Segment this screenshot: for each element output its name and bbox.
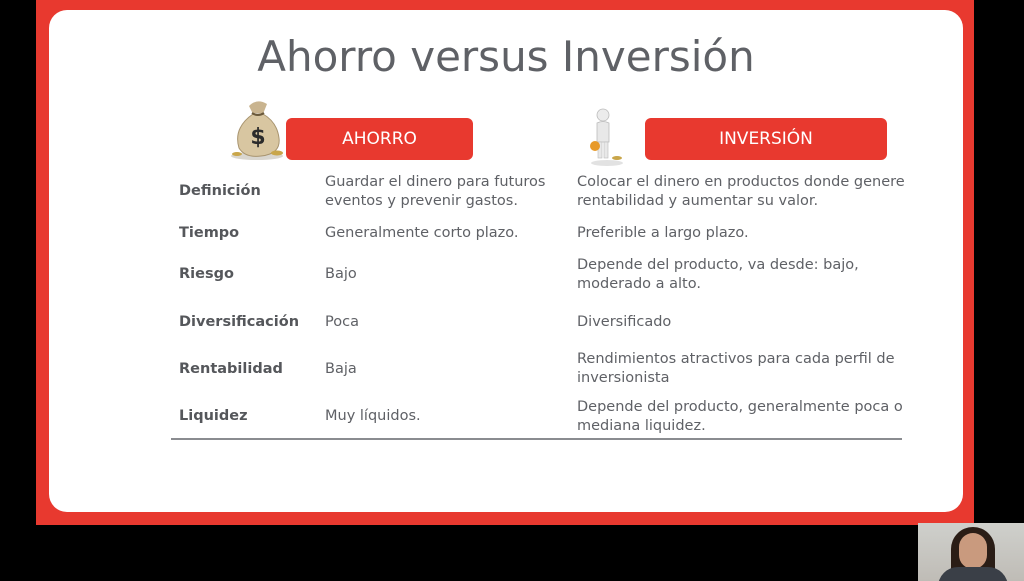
money-bag-icon <box>227 98 287 160</box>
cell-ahorro-tiempo: Generalmente corto plazo. <box>325 225 519 241</box>
cell-inversion-definicion: Colocar el dinero en productos donde genere rentabilidad y aumentar su valor. <box>577 174 905 209</box>
webcam-thumbnail[interactable] <box>918 523 1024 581</box>
slide-title: Ahorro versus Inversión <box>257 32 755 81</box>
svg-text:$: $ <box>250 125 266 150</box>
cell-inversion-rentabilidad: Rendimientos atractivos para cada perfil de inversionista <box>577 351 895 386</box>
person-figure-icon <box>587 108 627 166</box>
cell-ahorro-rentabilidad: Baja <box>325 361 357 377</box>
presenter-shirt <box>938 567 1008 581</box>
header-inversion: INVERSIÓN <box>645 118 887 160</box>
table-bottom-rule <box>171 438 902 440</box>
cell-ahorro-diversificacion: Poca <box>325 314 359 330</box>
cell-inversion-liquidez: Depende del producto, generalmente poca o mediana liquidez. <box>577 399 903 434</box>
header-ahorro: AHORRO <box>286 118 473 160</box>
slide-content <box>49 10 963 512</box>
row-label-diversificacion: Diversificación <box>179 314 300 330</box>
presenter-face <box>959 533 987 569</box>
cell-ahorro-liquidez: Muy líquidos. <box>325 408 421 424</box>
cell-inversion-tiempo: Preferible a largo plazo. <box>577 225 749 241</box>
cell-ahorro-riesgo: Bajo <box>325 266 357 282</box>
cell-ahorro-definicion: Guardar el dinero para futuros eventos y prevenir gastos. <box>325 174 546 209</box>
row-label-liquidez: Liquidez <box>179 408 248 424</box>
cell-inversion-diversificacion: Diversificado <box>577 314 672 330</box>
row-label-riesgo: Riesgo <box>179 266 234 282</box>
row-label-rentabilidad: Rentabilidad <box>179 361 283 377</box>
row-label-tiempo: Tiempo <box>179 225 240 241</box>
row-label-definicion: Definición <box>179 183 261 199</box>
cell-inversion-riesgo: Depende del producto, va desde: bajo, moderado a alto. <box>577 257 859 292</box>
